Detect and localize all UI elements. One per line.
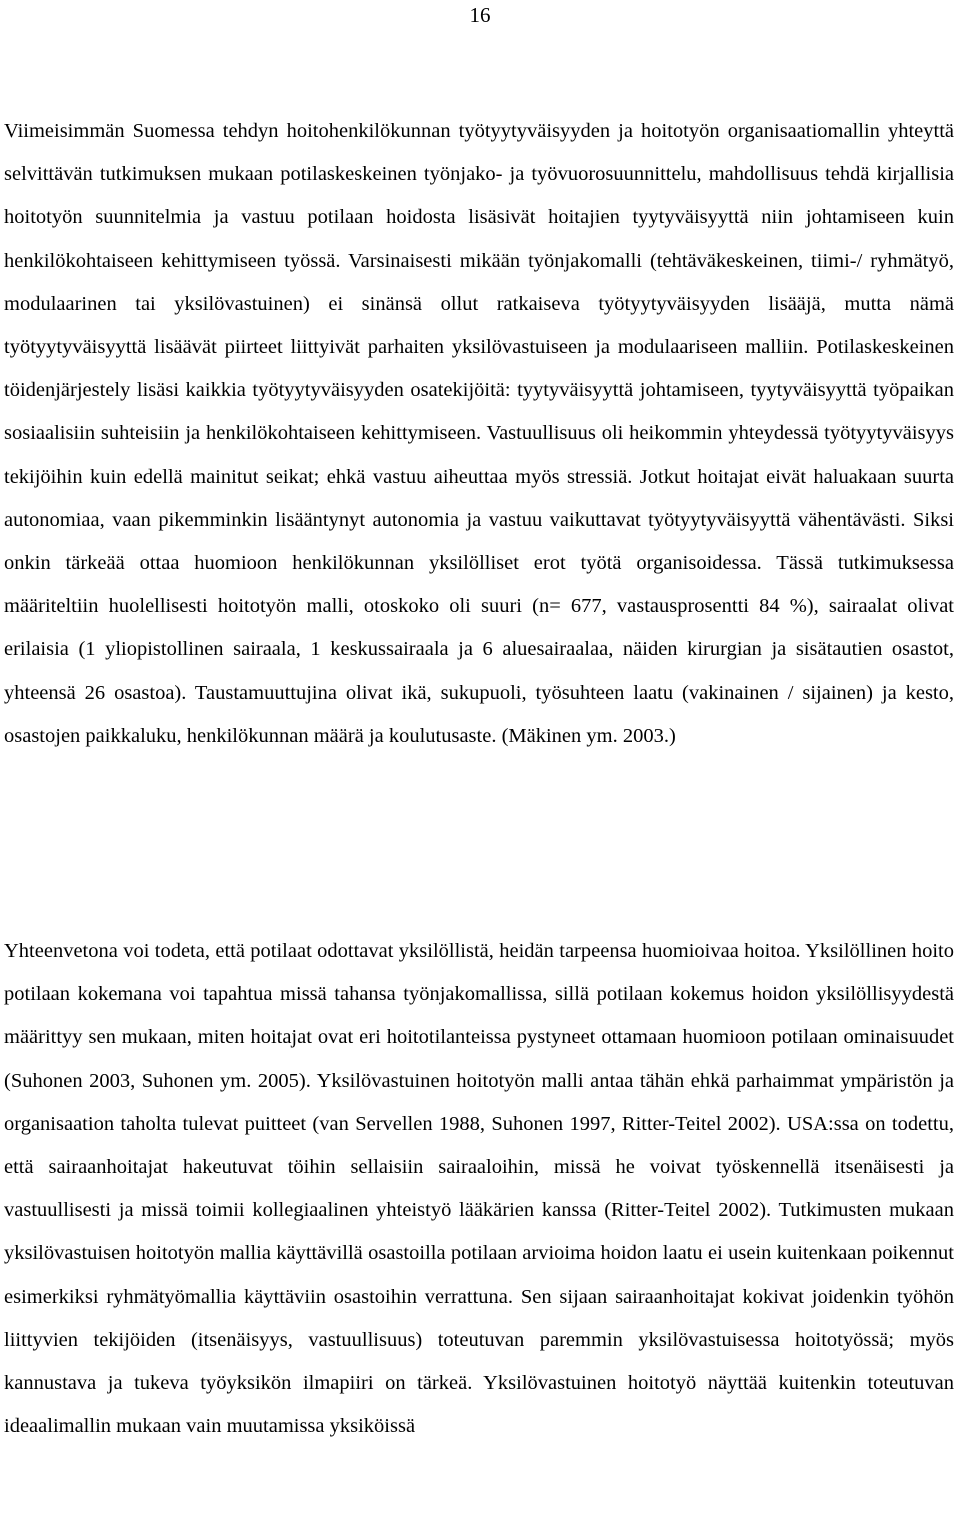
page-number: 16 <box>469 3 491 27</box>
body-paragraph-1: Viimeisimmän Suomessa tehdyn hoitohenkilökunnan työtyytyväisyyden ja hoitotyön organisaatiomallin yhteyttä selvittävän tutkimuksen mukaan potilaskeskeinen työnjako- ja työvuorosuunnittelu, mahdollisuus tehdä kirjallisia hoitotyön suunnitelmia ja vastuu potilaan hoidosta lisäsivät hoitajien tyytyväisyyttä niin johtamiseen kuin henkilökohtaiseen kehittymiseen työssä. Varsinaisesti mikään työnjakomalli (tehtäväkeskeinen, tiimi-/ ryhmätyö, modulaarinen tai yksilövastuinen) ei sinänsä ollut ratkaiseva työtyytyväisyyden lisääjä, mutta nämä työtyytyväisyyttä lisäävät piirteet liittyivät parhaiten yksilövastuiseen ja modulaariseen malliin. Potilaskeskeinen töidenjärjestely lisäsi kaikkia työtyytyväisyyden osatekijöitä: tyytyväisyyttä johtamiseen, tyytyväisyyttä työpaikan sosiaalisiin suhteisiin ja henkilökohtaiseen kehittymiseen. Vastuullisuus oli heikommin yhteydessä työtyytyväisyys tekijöihin kuin edellä mainitut seikat; ehkä vastuu aiheuttaa myös stressiä. Jotkut hoitajat eivät haluakaan suurta autonomiaa, vaan pikemminkin lisääntynyt autonomia ja vastuu vaikuttavat työtyytyväisyyttä vähentävästi. Siksi onkin tärkeää ottaa huomioon henkilökunnan yksilölliset erot työtä organisoidessa. Tässä tutkimuksessa määriteltiin huolellisesti hoitotyön malli, otoskoko oli suuri (n= 677, vastausprosentti 84 %), sairaalat olivat erilaisia (1 yliopistollinen sairaala, 1 keskussairaala ja 6 aluesairaalaa, näiden kirurgian ja sisätautien osastot, yhteensä 26 osastoa). Taustamuuttujina olivat ikä, sukupuoli, työsuhteen laatu (vakinainen / sijainen) ja kesto, osastojen paikkaluku, henkilökunnan määrä ja koulutusaste. (Mäkinen ym. 2003.) <box>4 120 954 747</box>
body-paragraph-2: Yhteenvetona voi todeta, että potilaat odottavat yksilöllistä, heidän tarpeensa huomioivaa hoitoa. Yksilöllinen hoito potilaan kokemana voi tapahtua missä tahansa työnjakomallissa, sillä potilaan kokemus hoidon yksilöllisyydestä määrittyy sen mukaan, miten hoitajat ovat eri hoitotilanteissa pystyneet ottamaan huomioon potilaan ominaisuudet (Suhonen 2003, Suhonen ym. 2005). Yksilövastuinen hoitotyön malli antaa tähän ehkä parhaimmat ympäristön ja organisaation taholta tulevat puitteet (van Servellen 1988, Suhonen 1997, Ritter-Teitel 2002). USA:ssa on todettu, että sairaanhoitajat hakeutuvat töihin sellaisiin sairaaloihin, missä he voivat työskennellä itsenäisesti ja vastuullisesti ja missä toimii kollegiaalinen yhteistyö lääkärien kanssa (Ritter-Teitel 2002). Tutkimusten mukaan yksilövastuisen hoitotyön mallia käyttävillä osastoilla potilaan arvioima hoidon laatu ei usein kuitenkaan poikennut esimerkiksi ryhmätyömallia käyttäviin osastoihin verrattuna. Sen sijaan sairaanhoitajat kokivat joidenkin työhön liittyvien tekijöiden (itsenäisyys, vastuullisuus) toteutuvan paremmin yksilövastuisessa hoitotyössä; myös kannustava ja tukeva työyksikön ilmapiiri on tärkeä. Yksilövastuinen hoitotyö näyttää kuitenkin toteutuvan ideaalimallin mukaan vain muutamissa yksiköissä <box>4 940 954 1438</box>
